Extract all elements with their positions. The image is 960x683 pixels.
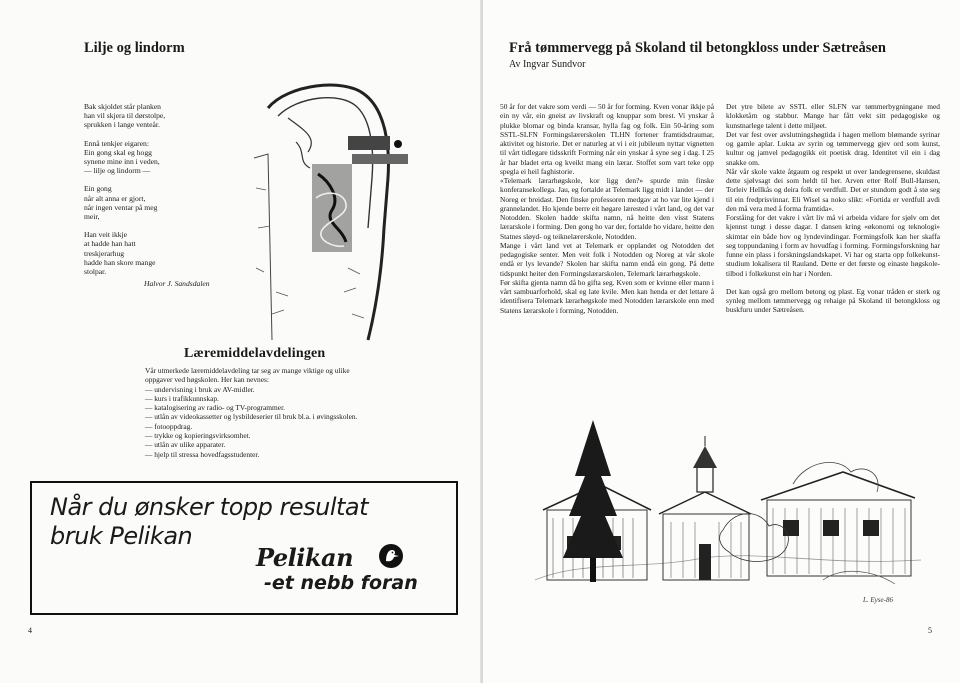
article-title: Frå tømmervegg på Skoland til betongkloss under Sætreåsen [509,40,886,56]
list-item: — katalogisering av radio- og TV-programmer. [145,403,285,413]
list-item: — trykke og kopieringsvirksomhet. [145,431,251,441]
poem-stanza: Ennå tenkjer eigaren: Ein gong skal eg hogg synene mine inn i veden, — lilje og lindorm — [84,138,160,176]
right-page [483,0,960,683]
paragraph: Mange i vårt land vet at Telemark er opplandet og Notodden det pedagogiske senter. Men veit folk i Notodden og Noreg at vår skole endå er lys levande? Skolen har skifta namn endå ein gong. På dette tidspunkt heiter den Formingslærarskolen, Telemark lærarhøgskole. [500,240,714,278]
section-heading: Læremiddelavdelingen [184,346,326,361]
section-intro: Vår utmerkede læremiddelavdeling tar seg av mange viktige og ulike oppgaver ved høgskolen. Her kan nevnes: [145,366,350,385]
poem-stanza: Bak skjoldet står planken han vil skjera til dørstolpe, sprukken i lange venteår. [84,102,166,130]
paragraph: Det ytre bilete av SSTL eller SLFN var tømmerbygningane med klokketårn og stabbur. Mange har fått vekt sitt pedagogiske og kunstnarlege talent i dette miljøet. [726,102,940,130]
ad-tagline: -et nebb foran [264,572,418,594]
paragraph: «Telemark lærarhøgskole, kor ligg den?» spurde min finske konferansekollega. Jau, eg fortalde at Telemark ligg midt i landet — der Noreg er breidast. Den finske professoren medgav at ho var lite kjend i grannelandet. Ho kjende berre eit høgare lærested i vårt land, og det var Notodden. Skolen hadde skifta namn, nå heitte den visst Statens lærarskole i forming. Den gong ho var der, fortalde ho vidare, heitte den Statnes sløyd- og teiknelærerskole, Notodden. [500,176,714,241]
list-item: — hjelp til stressa hovedfagsstudenter. [145,449,260,459]
paragraph: Det kan også gro mellom betong og plast. Eg vonar tråden er sterk og synleg mellom tømmervegg og rehaige på Skoland til betongkloss og buskfuru under Sætreåsen. [726,286,940,315]
paragraph: Før skifta gjenta namn då ho gifta seg. Kven som er kvinne eller mann i vårt sambuarforhold, skal eg late kvile. Men kan henda er det lettare å identifisera Telemark lærarhøgskole med Notodden lærarskole enn med Statens lærarskole i forming, Notodden. [500,277,714,315]
page-number: 5 [928,626,932,635]
paragraph: Når vår skole vakte åtgaum og respekt ut over landegrensene, skuldast dette sjølvsagt dei som heldt til her. Arven etter Rolf Bull-Hansen, Torleiv Hellkås og deira folk er verdfull. Det er stundom godt å stø seg til ein fredprisvinnar. Eli Wisel sa noko slikt: «Fortida er verdfull avdi den må vera med å forma framtida». [726,166,940,213]
paragraph: Det var fest over avslutningshøgtida i hagen mellom blømande syrinar og gamle aplar. Lukta av syrin og tømmervegg gjev ord som kunst, kultur og jamvel pedagogikk eit poetisk drag. Identitet vil ein i dag snakke om. [726,129,940,167]
timber-buildings-sketch [523,380,923,620]
task-list [145,385,373,459]
pelikan-logo: Pelikan [256,543,354,572]
article-author: Av Ingvar Sundvor [509,59,586,70]
poem-title: Lilje og lindorm [84,40,185,56]
poem-signature: Halvor J. Sandsdalen [144,279,210,289]
section-body [145,366,373,459]
paragraph: 50 år for det vakre som verdi — 50 år for forming. Kven vonar ikkje på ein ny vår, ein gneist av livskraft og knuppar som brest. Vi ynskar å plukke blomar og binda kransar, hylla fag og folk. Ein 50-åring som SSTL-SLFN Formingslærerskolen TLHN fortener framtidsdraumar, aktivitet og historie. Det er naturleg at vi i eit jubileum nyttar vignetten til vårt tidlegare tidsskrift Forming når ein ynskar å syne seg i dag. I 25 år har bladet erta og kveikt mang ein lærar. Stoffet som vart teke opp spegla ei heil faghistorie. [500,102,714,176]
woodcarving-illustration [248,78,426,343]
list-item: — utlån av videokassetter og lysbildeserier til bruk bl.a. i øvingsskolen. [145,412,358,422]
poem-stanza: Han veit ikkje at hadde han hatt treskjerarhug hadde han skore mange stolpar. [84,230,156,277]
pelican-icon [378,543,404,569]
list-item: — undervisning i bruk av AV-midler. [145,384,255,394]
pelikan-advertisement [30,481,458,615]
poem-stanza: Ein gong når alt anna er gjort, når ingen ventar på meg meir, [84,184,158,222]
ad-headline: Når du ønsker topp resultat bruk Pelikan [50,493,369,550]
poem [84,102,234,297]
article-column-1 [500,102,714,315]
list-item: — utlån av ulike apparater. [145,440,226,450]
svg-text:L. Eyse-86: L. Eyse-86 [863,596,893,604]
page-number: 4 [28,626,32,635]
article-column-2 [726,102,940,315]
list-item: — kurs i trafikkunnskap. [145,393,219,403]
list-item: — fotooppdrag. [145,421,193,431]
paragraph: Forståing for det vakre i vårt liv må vi arbeida vidare for sjølv om det kjennst tungt i desse dagar. I dansen kring «økonomi og teknologi» skimtar ein både hov og lyndevindingar. Formingsfolk kan her skaffa seg toppundaning i form av hovudfag i forming. Formingsforskning har funne ein plass i forskningslandskapet. Vi har og starta opp folkekunst-studium lokalisera til Rauland. Dette er det første og einaste høgskole-tilbod i folkekunst ein har i Norden. [726,213,940,278]
